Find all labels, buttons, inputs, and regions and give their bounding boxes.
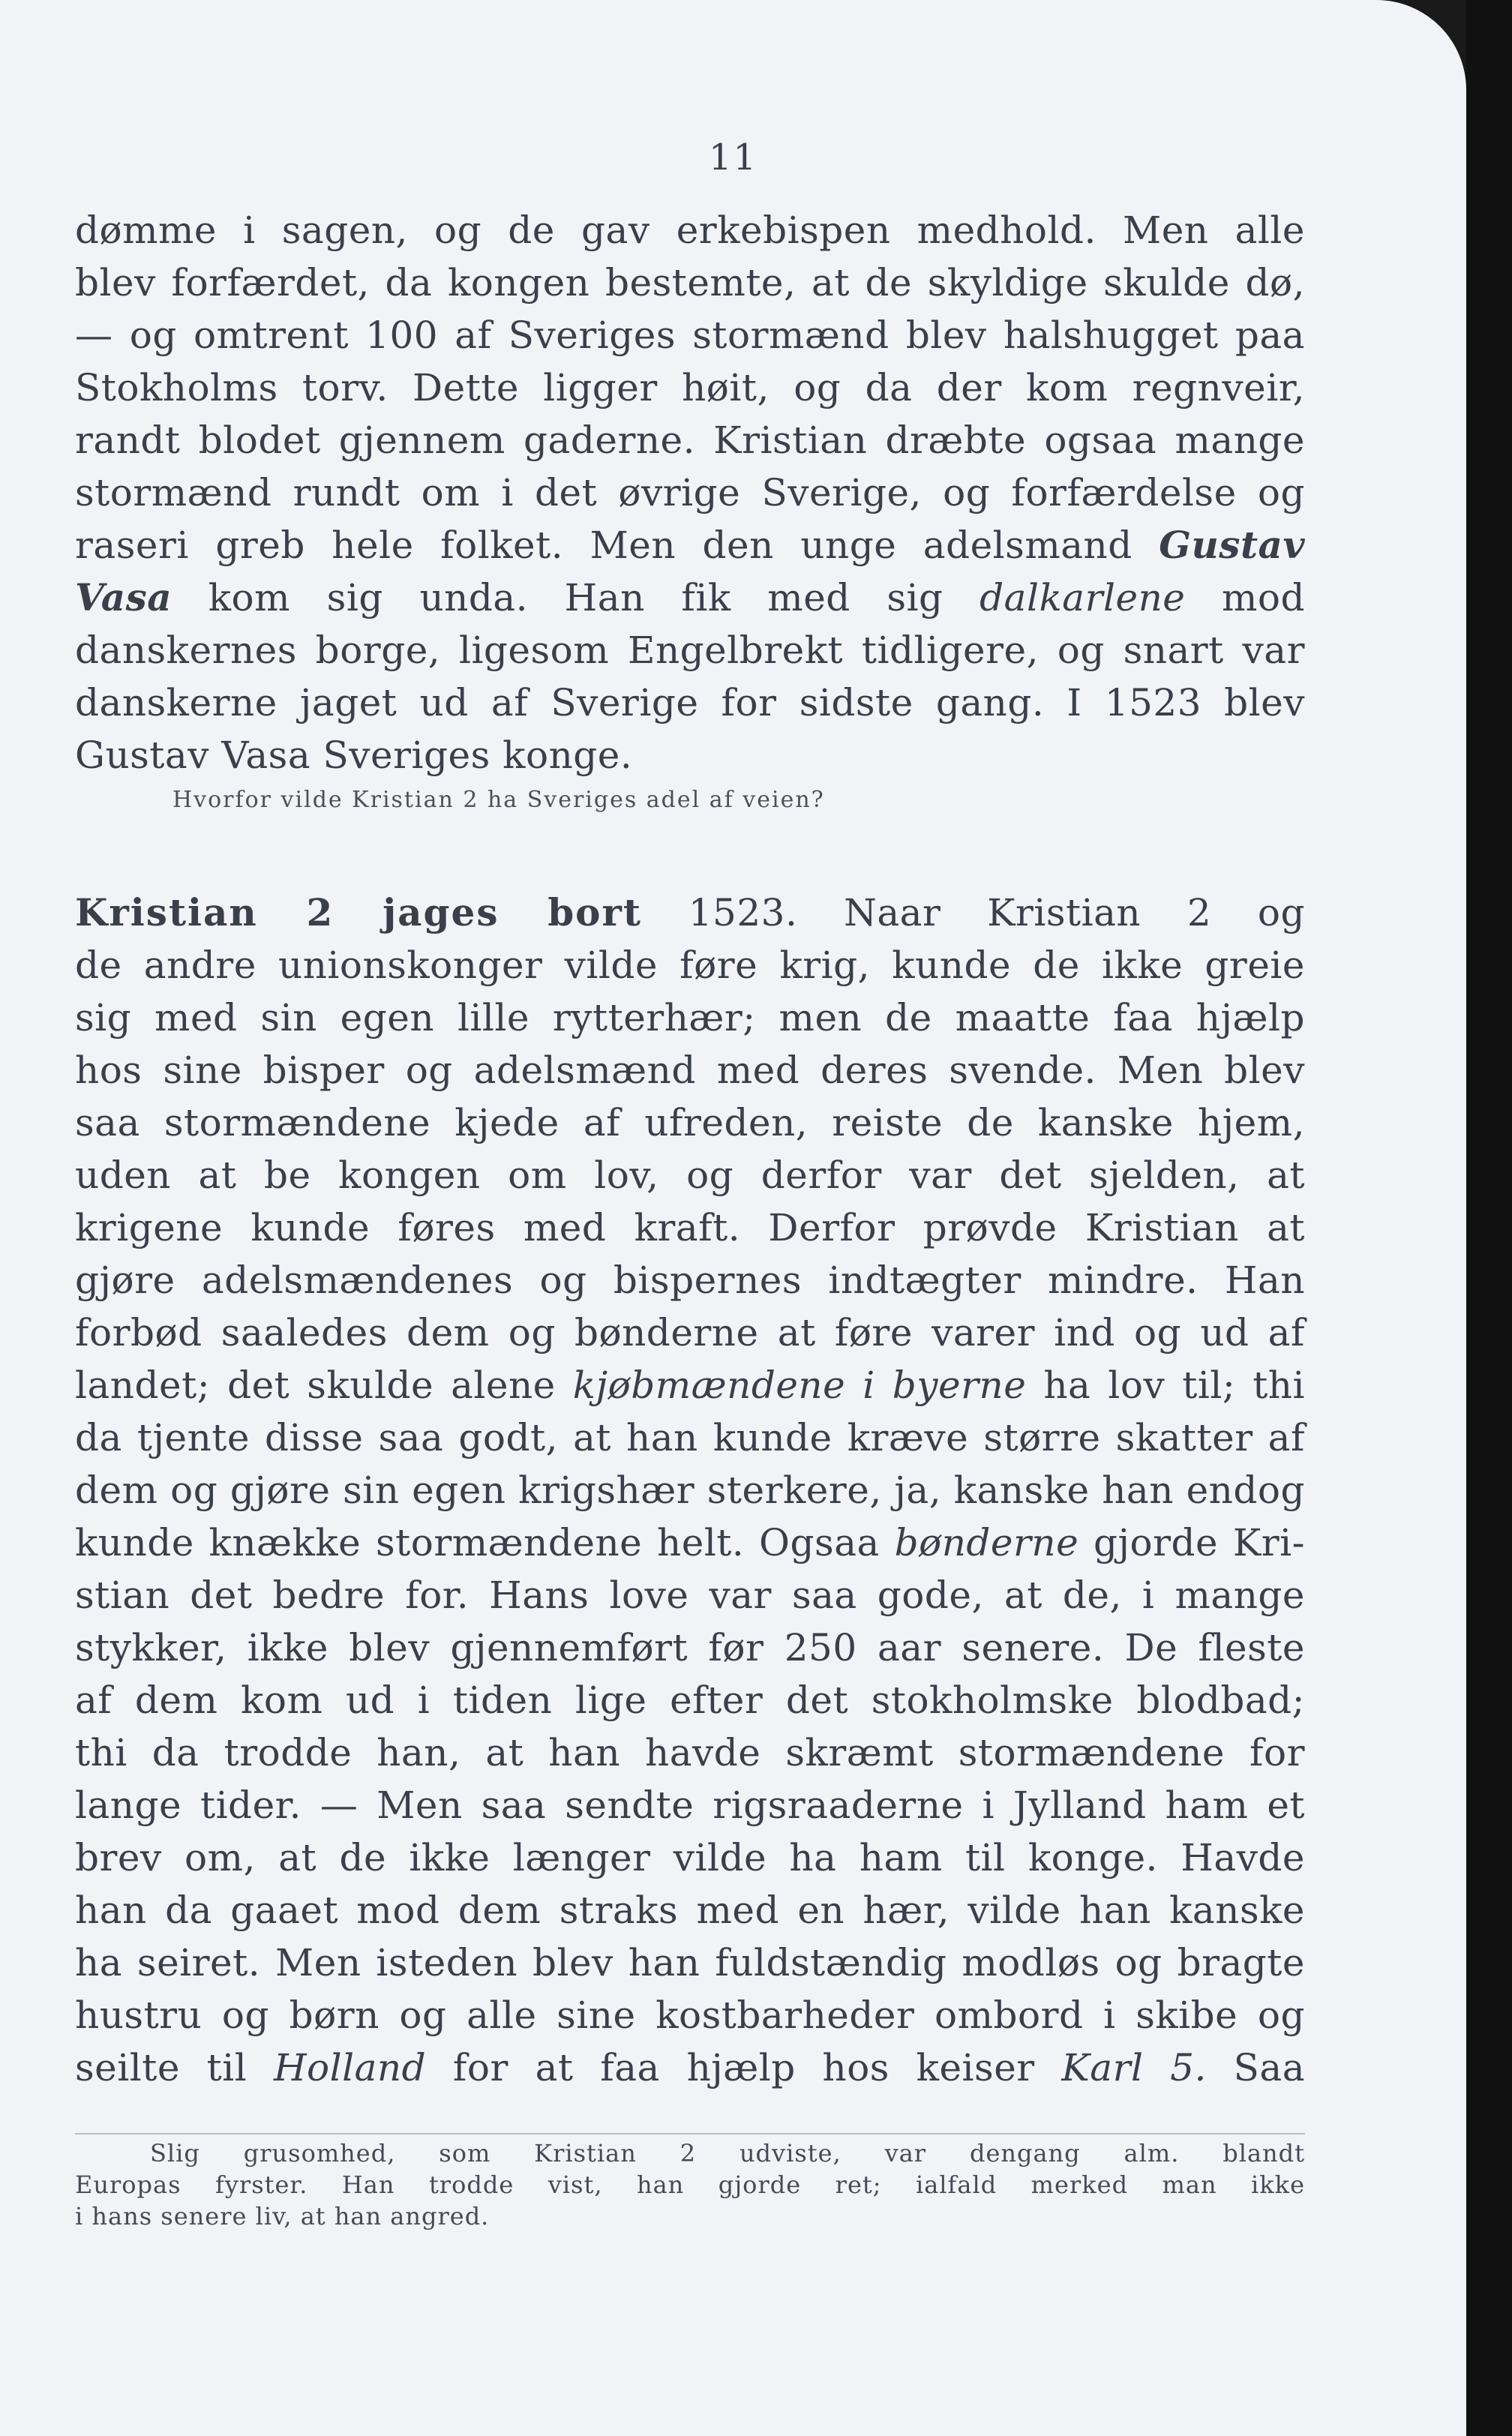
text-line: han da gaaet mod dem straks med en hær, vilde han kanske — [75, 1888, 1305, 1932]
text-line: danskerne jaget ud af Sverige for sidste gang. I 1523 blev — [75, 681, 1305, 724]
text-line: dømme i sagen, og de gav erkebispen medhold. Men alle — [75, 208, 1305, 252]
text-line: gjøre adelsmændenes og bispernes indtægter mindre. Han — [75, 1258, 1305, 1302]
text-line: forbød saaledes dem og bønderne at føre varer ind og ud af — [75, 1311, 1305, 1354]
text-line: da tjente disse saa godt, at han kunde kræve større skatter af — [75, 1416, 1305, 1460]
page-number: 11 — [708, 136, 758, 178]
text-line: sig med sin egen lille rytterhær; men de maatte faa hjælp — [75, 996, 1305, 1040]
text-line: blev forfærdet, da kongen bestemte, at de skyldige skulde dø, — [75, 261, 1305, 304]
text-line: Gustav Vasa Sveriges konge. — [75, 734, 633, 777]
text-line: — og omtrent 100 af Sveriges stormænd blev halshugget paa — [75, 314, 1305, 357]
emphasis: dalkarlene — [980, 576, 1186, 620]
text-line: krigene kunde føres med kraft. Derfor prøvde Kristian at — [75, 1206, 1305, 1250]
text-line: de andre unionskonger vilde føre krig, kunde de ikke greie — [75, 944, 1305, 987]
emphasis: Gustav — [1159, 523, 1305, 567]
text-line: raseri greb hele folket. Men den unge adelsmand Gustav — [75, 523, 1305, 567]
review-question: Hvorfor vilde Kristian 2 ha Sveriges adel af veien? — [172, 787, 825, 813]
footnote — [75, 2138, 1305, 2232]
text-line: dem og gjøre sin egen krigshær sterkere, ja, kanske han endog — [75, 1468, 1305, 1512]
scan-border — [1466, 0, 1512, 2436]
text-line: seilte til Holland for at faa hjælp hos keiser Karl 5. Saa — [75, 2046, 1305, 2090]
heading-line: Kristian 2 jages bort 1523. Naar Kristian 2 og — [75, 890, 1305, 934]
section-heading: Kristian 2 jages bort — [75, 890, 642, 934]
footnote-line: Slig grusomhed, som Kristian 2 udviste, var dengang alm. blandt — [150, 2139, 1305, 2168]
text-line: ha seiret. Men isteden blev han fuldstændig modløs og bragte — [75, 1941, 1305, 1984]
emphasis: bønderne — [894, 1521, 1079, 1564]
paragraph-2 — [75, 886, 1305, 2094]
footnote-line: Europas fyrster. Han trodde vist, han gjorde ret; ialfald merked man ikke — [75, 2170, 1305, 2199]
emphasis: Holland — [273, 2046, 427, 2090]
emphasis: Karl 5. — [1061, 2046, 1207, 2090]
text-line: kunde knække stormændene helt. Ogsaa bønderne gjorde Kri- — [75, 1521, 1305, 1564]
text-line: randt blodet gjennem gaderne. Kristian dræbte ogsaa mange — [75, 418, 1305, 462]
text-line: brev om, at de ikke længer vilde ha ham til konge. Havde — [75, 1836, 1305, 1880]
text-line: Vasa kom sig unda. Han fik med sig dalkarlene mod — [75, 575, 1306, 620]
text-line: stian det bedre for. Hans love var saa gode, at de, i mange — [75, 1574, 1305, 1617]
emphasis: kjøbmændene i byerne — [572, 1364, 1027, 1407]
footnote-divider — [75, 2133, 1305, 2134]
text-line: af dem kom ud i tiden lige efter det stokholmske blodbad; — [75, 1678, 1305, 1722]
paragraph-1 — [75, 204, 1305, 819]
text-line: hos sine bisper og adelsmænd med deres svende. Men blev — [75, 1048, 1305, 1092]
text-line: stormænd rundt om i det øvrige Sverige, og forfærdelse og — [75, 471, 1305, 514]
text-line: landet; det skulde alene kjøbmændene i byerne ha lov til; thi — [75, 1364, 1306, 1407]
text-line: hustru og børn og alle sine kostbarheder ombord i skibe og — [75, 1994, 1305, 2037]
text-line: Stokholms torv. Dette ligger høit, og da der kom regnveir, — [75, 366, 1305, 410]
text-line: stykker, ikke blev gjennemført før 250 aar senere. De fleste — [75, 1626, 1305, 1670]
text-line: lange tider. — Men saa sendte rigsraaderne i Jylland ham et — [75, 1784, 1305, 1827]
text-line: uden at be kongen om lov, og derfor var det sjelden, at — [75, 1154, 1305, 1197]
text-line: danskernes borge, ligesom Engelbrekt tidligere, og snart var — [75, 628, 1305, 672]
footnote-line: i hans senere liv, at han angred. — [75, 2202, 490, 2230]
emphasis: Vasa — [75, 575, 172, 620]
text-line: saa stormændene kjede af ufreden, reiste de kanske hjem, — [75, 1101, 1305, 1144]
text-line: thi da trodde han, at han havde skræmt stormændene for — [75, 1731, 1305, 1774]
